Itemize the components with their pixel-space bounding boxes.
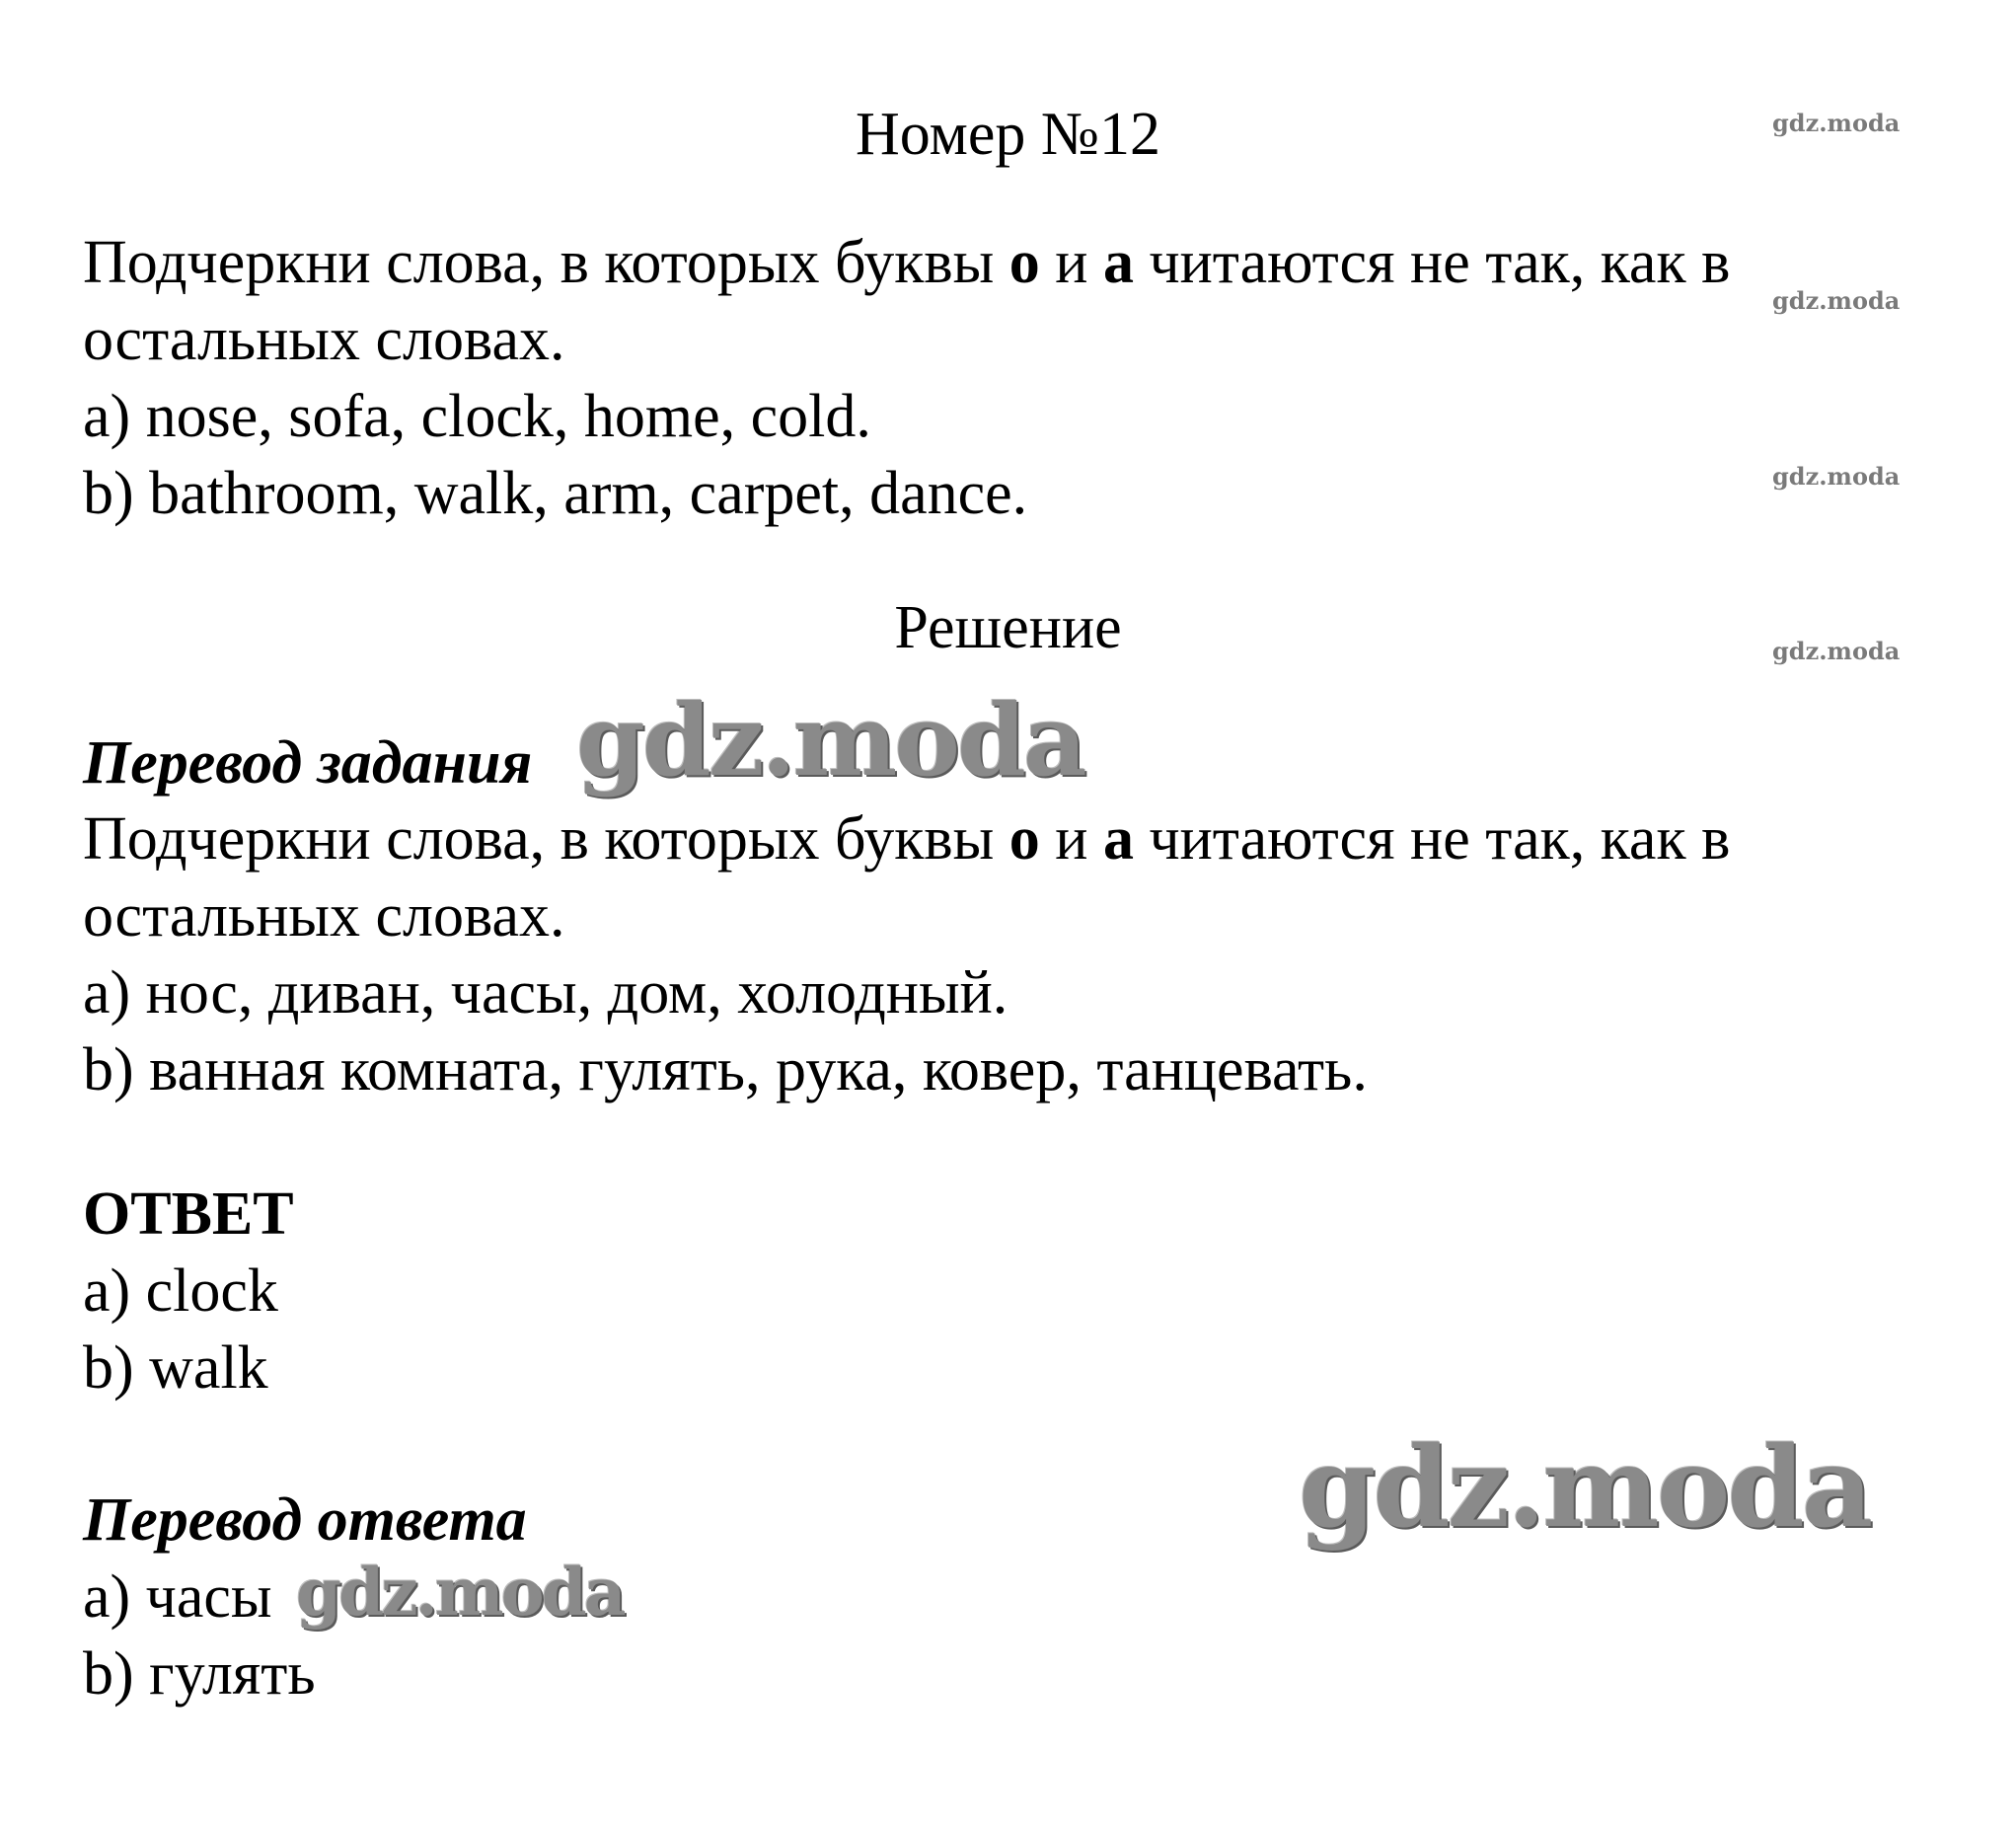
translation-bold-o: о xyxy=(1008,805,1040,873)
watermark-small: gdz.moda xyxy=(1772,109,1901,137)
task-text-post: читаются не так, как в xyxy=(1133,229,1731,296)
answer-b: b) walk xyxy=(83,1334,268,1402)
translation-option-a: a) нос, диван, часы, дом, холодный. xyxy=(83,959,1008,1027)
translation-text-post: читаются не так, как в xyxy=(1133,805,1731,873)
translation-text-pre: Подчеркни слова, в которых буквы xyxy=(83,805,1009,873)
translation-option-b: b) ванная комната, гулять, рука, ковер, танцевать. xyxy=(83,1036,1368,1103)
answer-a: a) clock xyxy=(83,1257,278,1325)
translation-task-heading: Перевод задания xyxy=(83,729,533,797)
task-text-mid: и xyxy=(1039,229,1103,296)
task-line-2: остальных словах. xyxy=(83,306,565,373)
task-option-a: a) nose, sofa, clock, home, cold. xyxy=(83,383,871,450)
translation-text-mid: и xyxy=(1039,805,1103,873)
watermark-medium: gdz.moda xyxy=(296,1554,624,1631)
task-option-b: b) bathroom, walk, arm, carpet, dance. xyxy=(83,460,1028,527)
task-bold-a: а xyxy=(1102,229,1134,296)
translation-answer-a: a) часы xyxy=(83,1563,272,1631)
task-line-1 xyxy=(83,225,1730,300)
translation-bold-a: а xyxy=(1102,805,1134,873)
answer-heading: ОТВЕТ xyxy=(83,1180,294,1248)
watermark-small: gdz.moda xyxy=(1772,286,1901,315)
translation-answer-heading: Перевод ответа xyxy=(83,1486,527,1554)
watermark-large: gdz.moda xyxy=(1299,1423,1871,1553)
page-title: Номер №12 xyxy=(855,101,1160,168)
watermark-large: gdz.moda xyxy=(576,682,1084,798)
watermark-small: gdz.moda xyxy=(1772,637,1901,665)
translation-answer-b: b) гулять xyxy=(83,1640,316,1708)
watermark-small: gdz.moda xyxy=(1772,462,1901,491)
translation-line-2: остальных словах. xyxy=(83,882,565,950)
translation-line-1 xyxy=(83,801,1730,876)
task-bold-o: о xyxy=(1008,229,1040,296)
solution-title: Решение xyxy=(894,594,1122,661)
task-text-pre: Подчеркни слова, в которых буквы xyxy=(83,229,1009,296)
